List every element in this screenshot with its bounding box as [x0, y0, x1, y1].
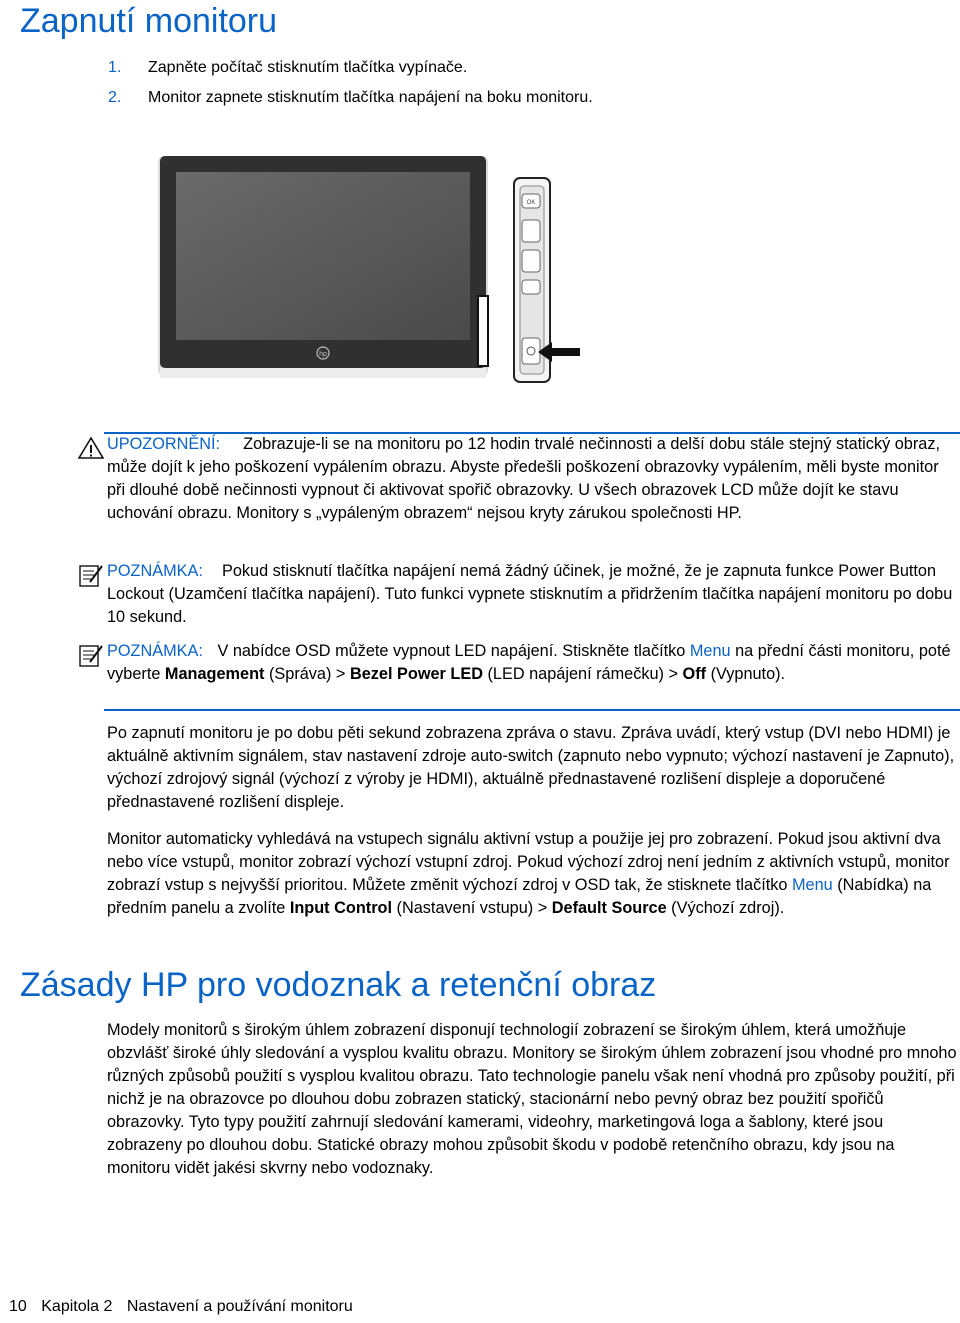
- note-text: (LED napájení rámečku) >: [482, 665, 683, 683]
- caution-text: Zobrazuje-li se na monitoru po 12 hodin trvalé nečinnosti a delší dobu stále stejný statický obraz, může dojít k jeho poškození vypálením obrazu. Abyste předešli poškození obrazovky vypálením, měli byste monitor při dlouhé době nečinnosti vypnout či aktivovat spořič obrazovky. U všech obrazovek LCD může dojít ke stavu uchování obrazu. Monitory s „vypáleným obrazem“ nejsou kryty zárukou společnosti HP.: [107, 435, 940, 522]
- list-item: [108, 57, 593, 87]
- menu-path-item: Management: [164, 665, 265, 683]
- menu-path-item: Bezel Power LED: [349, 665, 483, 683]
- monitor-illustration: [150, 150, 590, 390]
- body-paragraph: Modely monitorů s širokým úhlem zobrazení disponují technologií zobrazení se širokým úhlem, která umožňuje obzvlášť široké úhly sledování a vysplou kvalitu obrazu. Monitory se širokým úhlem zobrazení jsou vhodné pro mnoho různých způsobů použití s vysplou kvalitou obrazu. Tato technologie panelu však není vhodná pro způsoby použití, při nichž je na obrazovce po dlouhou dobu zobrazen statický, stacionární nebo pevný obraz bez použití spořičů obrazovky. Tyto typy použití zahrnují sledování kamerami, videohry, marketingová loga a šablony, které jsou zobrazeny po dlouhou dobu. Statické obrazy mohou způsobit škodu v podobě retenčního obrazu, kdy jsou na monitoru vidět jakési skvrny nebo vodoznaky.: [107, 1021, 957, 1177]
- menu-term: Menu: [689, 642, 731, 660]
- list-item: [108, 87, 593, 117]
- note-text: V nabídce OSD můžete vypnout LED napájení. Stiskněte tlačítko: [217, 642, 690, 660]
- steps-list: [108, 57, 593, 117]
- page-footer: [9, 1298, 363, 1316]
- caution-block: [107, 433, 957, 525]
- note-icon: [78, 562, 104, 588]
- note-text: (Správa) >: [264, 665, 350, 683]
- note-label: POZNÁMKA:: [107, 642, 203, 660]
- note-rule: [104, 709, 960, 711]
- step-text: Zapněte počítač stisknutím tlačítka vypínače.: [148, 59, 468, 76]
- menu-path-item: Off: [682, 665, 707, 683]
- note-block: [107, 640, 957, 686]
- hp-logo: hp: [319, 351, 327, 358]
- note-text: Pokud stisknutí tlačítka napájení nemá žádný účinek, je možné, že je zapnuta funkce Power Button Lockout (Uzamčení tlačítka napájení). Tuto funkci vypnete stisknutím a přidržením tlačítka napájení monitoru po dobu 10 sekund.: [107, 562, 953, 626]
- note-text: na přední části monitoru, poté vyberte: [107, 642, 951, 683]
- body-paragraph: [107, 828, 957, 920]
- menu-path-item: Input Control: [289, 899, 393, 917]
- step-text: Monitor zapnete stisknutím tlačítka napájení na boku monitoru.: [148, 89, 593, 106]
- paragraph-text: (Výchozí zdroj).: [666, 899, 785, 917]
- warning-icon: [78, 436, 104, 460]
- paragraph-text: Monitor automaticky vyhledává na vstupech signálu aktivní vstup a použije jej pro zobrazení. Pokud jsou aktivní dva nebo více vstupů, monitor zobrazí výchozí vstupní zdroj. Pokud výchozí zdroj není jedním z aktivních vstupů, monitor zobrazí vstup s nejvyšší prioritou. Můžete změnit výchozí zdroj v OSD tak, že stisknete tlačítko: [107, 830, 950, 894]
- svg-text:OK: OK: [526, 200, 536, 206]
- section-heading: Zásady HP pro vodoznak a retenční obraz: [20, 966, 657, 1004]
- paragraph-text: (Nabídka) na předním panelu a zvolíte: [107, 876, 932, 917]
- page-number: 10: [9, 1298, 27, 1315]
- caution-label: UPOZORNĚNÍ:: [107, 435, 221, 453]
- note-label: POZNÁMKA:: [107, 562, 203, 580]
- note-text: (Vypnuto).: [706, 665, 786, 683]
- step-number: 2.: [108, 89, 122, 106]
- menu-path-item: Default Source: [551, 899, 667, 917]
- step-number: 1.: [108, 59, 122, 76]
- chapter-label: Kapitola 2: [41, 1298, 113, 1315]
- paragraph-text: (Nastavení vstupu) >: [392, 899, 552, 917]
- menu-term: Menu: [791, 876, 833, 894]
- chapter-title: Nastavení a používání monitoru: [126, 1298, 353, 1315]
- body-paragraph: Po zapnutí monitoru je po dobu pěti sekund zobrazena zpráva o stavu. Zpráva uvádí, který vstup (DVI nebo HDMI) je aktuálně aktivním signálem, stav nastavení zdroje auto-switch (zapnuto nebo vypnuto; výchozí nastavení je Zapnuto), výchozí zdrojový signál (výchozí z výroby je HDMI), aktuálně přednastavené rozlišení displeje a doporučené přednastavené rozlišení displeje.: [107, 724, 955, 811]
- page-title: Zapnutí monitoru: [20, 2, 278, 40]
- note-icon: [78, 642, 104, 668]
- note-block: [107, 560, 957, 629]
